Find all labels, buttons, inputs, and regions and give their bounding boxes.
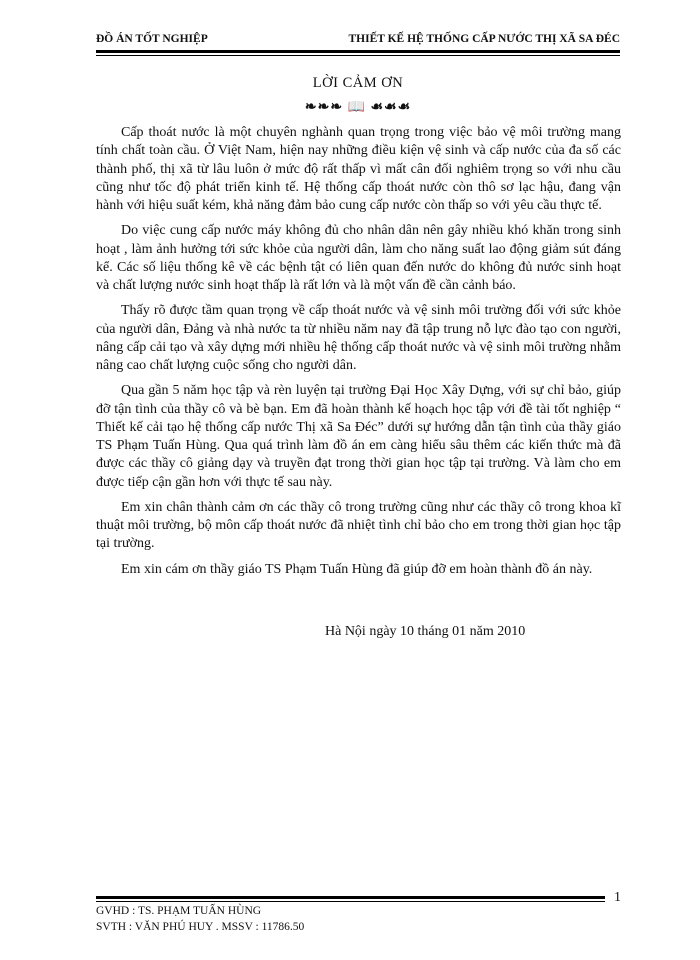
page-title: LỜI CẢM ƠN — [312, 75, 404, 91]
footer-student: SVTH : VĂN PHÚ HUY . MSSV : 11786.50 — [96, 921, 305, 933]
ornament-divider: ❧❧❧ 📖 ☙☙☙ — [304, 100, 412, 115]
footer-rule-thin — [96, 901, 605, 902]
header-right-text: THIẾT KẾ HỆ THỐNG CẤP NƯỚC THỊ XÃ SA ĐÉC — [348, 33, 620, 45]
header-rule-thin — [96, 55, 620, 56]
paragraph: Thấy rõ được tầm quan trọng về cấp thoát nước và vệ sinh môi trường đối với sức khỏe của người dân, Đảng và nhà nước ta từ nhiều năm nay đã tập trung nỗ lực đào tạo con người, nâng cấp cải tạo và xây dựng mới nhiều hệ thống cấp thoát nước và vệ sinh môi trường nhằm nâng cao chất lượng cuộc sống cho người dân. — [96, 303, 621, 374]
date-line: Hà Nội ngày 10 tháng 01 năm 2010 — [325, 624, 526, 639]
header-rule-thick — [96, 50, 620, 53]
header-left-text: ĐỒ ÁN TỐT NGHIỆP — [96, 33, 208, 45]
paragraph: Cấp thoát nước là một chuyên nghành quan trọng trong việc bảo vệ môi trường mang tính chất toàn cầu. Ở Việt Nam, hiện nay những điều kiện vệ sinh và cấp nước của đa số các thành phố, thị xã từ lâu luôn ở mức độ rất thấp vì mất cân đối nghiêm trọng so với nhu cầu cũng như tốc độ phát triển kinh tế. Hệ thống cấp thoát nước còn thô sơ lạc hậu, đang vận hành với hiệu suất kém, khả năng đảm bảo cung cấp nước còn thấp so với yêu cầu thực tế. — [96, 125, 621, 214]
paragraph: Em xin cám ơn thầy giáo TS Phạm Tuấn Hùng đã giúp đỡ em hoàn thành đồ án này. — [121, 561, 593, 577]
body-text — [96, 124, 621, 586]
paragraph: Qua gần 5 năm học tập và rèn luyện tại trường Đại Học Xây Dựng, với sự chỉ bảo, giúp đỡ tận tình của thầy cô và bè bạn. Em đã hoàn thành kế hoạch học tập với đề tài tốt nghiệp “ Thiết kế cải tạo hệ thống cấp nước Thị xã Sa Đéc” dưới sự hướng dẫn tận tình của thầy giáo TS Phạm Tuấn Hùng. Qua quá trình làm đồ án em càng hiểu sâu thêm các kiến thức mà đã được các thầy cô giảng dạy và truyền đạt trong thời gian học tập tại trường. Và làm cho em được tiếp cận gần hơn với thực tế sau này. — [96, 383, 621, 490]
footer-rule-thick — [96, 896, 605, 899]
footer-supervisor: GVHD : TS. PHẠM TUẤN HÙNG — [96, 905, 262, 917]
paragraph: Em xin chân thành cảm ơn các thầy cô trong trường cũng như các thầy cô trong khoa kĩ thuật môi trường, bộ môn cấp thoát nước đã nhiệt tình chỉ bảo cho em trong thời gian học tập tại trường. — [96, 499, 621, 552]
page-number: 1 — [614, 890, 621, 905]
paragraph: Do việc cung cấp nước máy không đủ cho nhân dân nên gây nhiều khó khăn trong sinh hoạt , làm ảnh hưởng tới sức khỏe của người dân, làm cho năng suất lao động giảm sút đáng kể. Các số liệu thống kê về các bệnh tật có liên quan đến nước do không đủ nước sinh hoạt và chất lượng nước sinh hoạt thấp là rất lớn và là một vấn đề cần cảnh báo. — [96, 223, 621, 294]
page-header — [96, 33, 620, 49]
page-footer — [96, 903, 304, 935]
